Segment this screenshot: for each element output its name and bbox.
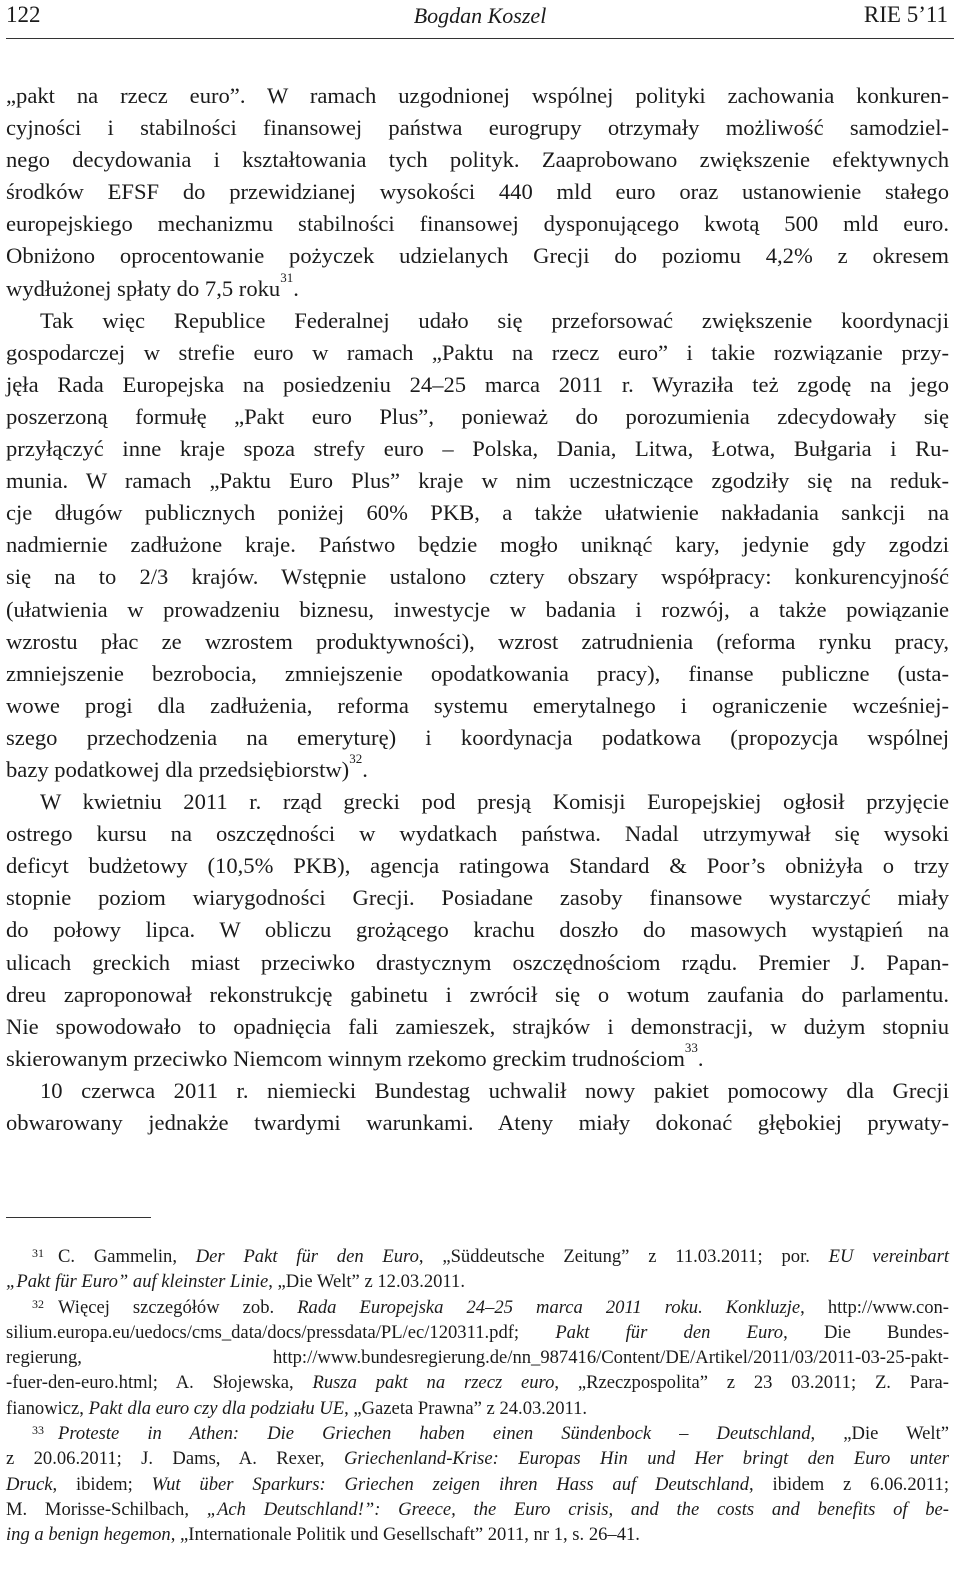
note-text: , ibidem; xyxy=(52,1473,152,1495)
text-line: Tak więc Republice Federalnej udało się przeforsować zwiększenie koordynacji xyxy=(40,307,949,333)
text-line: cyjności i stabilności finansowej państwa eurogrupy otrzymały możliwość samodziel- xyxy=(6,115,949,141)
footnote-ref[interactable]: 33 xyxy=(684,1039,698,1055)
text-line: munia. W ramach „Paktu Euro Plus” kraje w nim uczestniczące zgodziły się na reduk- xyxy=(6,468,949,494)
text-line: poszerzoną formułę „Pakt euro Plus”, ponieważ do porozumienia zdecydowały się xyxy=(6,403,949,429)
text-line: gospodarczej w strefie euro w ramach „Paktu na rzecz euro” i takie rozwiązanie przy- xyxy=(6,339,949,365)
page-number: 122 xyxy=(6,2,41,27)
text-line: wowe progi dla zadłużenia, reforma systemu emerytalnego i ograniczenie wcześniej- xyxy=(6,692,949,718)
text-line: zmniejszenie bezrobocia, zmniejszenie opodatkowania pracy), finanse publiczne (usta- xyxy=(6,660,949,686)
footnote-32-line xyxy=(6,1295,949,1320)
text-line: wydłużonej spłaty do 7,5 roku$^{31}$. xyxy=(6,269,299,301)
note-text: , „Gazeta Prawna” z 24.03.2011. xyxy=(344,1397,588,1419)
text-line: Obniżono oprocentowanie pożyczek udzielanych Grecji do poziomu 4,2% z okresem xyxy=(6,243,949,269)
footnote-32-line xyxy=(6,1396,949,1421)
note-text: , „Internationale Politik und Gesellschaft” 2011, nr 1, s. 26–41. xyxy=(170,1524,640,1546)
main-text xyxy=(6,80,949,1139)
text-line: dreu zaproponował rekonstrukcję gabinetu i zwrócił się o wotum zaufania do parlamentu. xyxy=(6,981,949,1007)
note-text: , „Die Welt” xyxy=(810,1423,949,1445)
text-line: W kwietniu 2011 r. rząd grecki pod presją Komisji Europejskiej ogłosił przyjęcie xyxy=(40,789,949,815)
footnote-31-line xyxy=(6,1244,949,1269)
header-rule xyxy=(6,38,954,39)
note-text: fianowicz, xyxy=(6,1397,89,1419)
footnote-33-line xyxy=(6,1421,949,1446)
note-title: „Ach Deutschland!”: Greece, the Euro crisis, and the costs and benefits of be- xyxy=(206,1498,950,1520)
text-line: (ułatwienia w prowadzeniu biznesu, inwestycje w badania i rozwój, a także powiązanie xyxy=(6,596,949,622)
text-line: ostrego kursu na oszczędności w wydatkach państwa. Nadal utrzymywał się wysoki xyxy=(6,821,949,847)
text-line: nadmiernie zadłużone kraje. Państwo będzie mogło uniknąć kary, jedynie gdy zgodzi xyxy=(6,532,949,558)
text-line: obwarowany jednakże twardymi warunkami. Ateny miały dokonać głębokiej prywaty- xyxy=(6,1110,949,1135)
note-text: , „Die Welt” z 12.03.2011. xyxy=(268,1271,465,1293)
note-title: Pakt dla euro czy dla podziału UE xyxy=(88,1397,345,1419)
text-line: „pakt na rzecz euro”. W ramach uzgodnionej wspólnej polityki zachowania konkuren- xyxy=(6,83,949,108)
note-text: C. Gammelin, xyxy=(58,1246,196,1267)
note-text: M. Morisse-Schilbach, xyxy=(6,1498,207,1520)
text-line: przyłączyć inne kraje spoza strefy euro – Polska, Dania, Litwa, Łotwa, Bułgaria i Ru- xyxy=(6,436,949,462)
note-text: Więcej szczegółów zob. xyxy=(58,1296,298,1318)
note-title: Rusza pakt na rzecz euro xyxy=(312,1372,555,1394)
footnote-ref[interactable]: 31 xyxy=(280,269,294,285)
footnote-ref[interactable]: 32 xyxy=(349,750,363,766)
footnote-33-line xyxy=(6,1497,949,1522)
note-link[interactable]: silium.europa.eu/uedocs/cms_data/docs/pressdata/PL/ec/120311.pdf; xyxy=(6,1321,556,1343)
text-line: szego przechodzenia na emeryturę) i koordynacja podatkowa (propozycja wspólnej xyxy=(6,724,949,750)
text-line: stopnie poziom wiarygodności Grecji. Posiadane zasoby finansowe wystarczyć miały xyxy=(6,885,949,911)
text-line: skierowanym przeciwko Niemcom winnym rzekomo greckim trudnościom$^{33}$. xyxy=(6,1039,704,1071)
footnote-number: 31 xyxy=(32,1246,44,1260)
text-line: ulicach greckich miast przeciwko drastycznym oszczędnościom rządu. Premier J. Papan- xyxy=(6,949,949,975)
note-text: , „Süddeutsche Zeitung” z 11.03.2011; por. xyxy=(418,1246,829,1267)
footnote-number: 32 xyxy=(32,1296,44,1311)
text-line: jęła Rada Europejska na posiedzeniu 24–25 marca 2011 r. Wyraziła też zgodę na jego xyxy=(6,371,949,397)
text-line: Nie spowodowało to opadnięcia fali zamieszek, strajków i demonstracji, w dużym stopniu xyxy=(6,1013,949,1039)
text-line: bazy podatkowej dla przedsiębiorstw)$^{32}$. xyxy=(6,750,368,782)
note-title: Proteste in Athen: Die Griechen haben einen Sündenbock – Deutschland xyxy=(58,1423,811,1445)
line-text: skierowanym przeciwko Niemcom winnym rzekomo greckim trudnościom xyxy=(6,1045,685,1071)
note-text: , ibidem z 6.06.2011; xyxy=(749,1473,949,1495)
footnote-number: 33 xyxy=(32,1423,44,1438)
note-link[interactable]: -fuer-den-euro.html; A. Słojewska, xyxy=(6,1372,313,1394)
text-line: środków EFSF do przewidzianej wysokości 440 mld euro oraz ustanowienie stałego xyxy=(6,179,949,205)
text-line: do połowy lipca. W obliczu grożącego krachu doszło do masowych wystąpień na xyxy=(6,917,949,943)
note-title: ing a benign hegemon xyxy=(6,1524,171,1546)
running-head-author: Bogdan Koszel xyxy=(413,3,547,28)
footnotes xyxy=(6,1244,949,1548)
note-text: z 20.06.2011; J. Dams, A. Rexer, xyxy=(6,1448,344,1470)
text-line: 10 czerwca 2011 r. niemiecki Bundestag uchwalił nowy pakiet pomocowy dla Grecji xyxy=(40,1077,949,1103)
note-title: EU vereinbart xyxy=(828,1246,949,1267)
text-line: się na to 2/3 krajów. Wstępnie ustalono cztery obszary współpracy: konkurencyjność xyxy=(6,564,949,590)
text-line: cje długów publicznych poniżej 60% PKB, a także ułatwienie nakładania sankcji na xyxy=(6,500,949,526)
text-line: wzrostu płac ze wzrostem produktywności), wzrost zatrudnienia (reforma rynku pracy, xyxy=(6,628,949,654)
note-title: Druck xyxy=(6,1473,53,1495)
note-title: Rada Europejska 24–25 marca 2011 roku. Konkluzje xyxy=(297,1296,801,1318)
note-text: , Die Bundes- xyxy=(783,1321,950,1343)
footnote-31-line xyxy=(6,1269,949,1294)
note-title: Griechenland-Krise: Europas Hin und Her bringt den Euro unter xyxy=(343,1448,949,1470)
footnote-33-line xyxy=(6,1446,949,1471)
note-title: Wut über Sparkurs: Griechen zeigen ihren Hass auf Deutschland xyxy=(151,1473,750,1495)
note-title: „Pakt für Euro” auf kleinster Linie xyxy=(6,1271,269,1293)
line-text: wydłużonej spłaty do 7,5 roku xyxy=(6,275,281,301)
footnote-32-line xyxy=(6,1370,949,1395)
footnote-separator xyxy=(6,1217,151,1218)
note-title: Der Pakt für den Euro xyxy=(195,1246,419,1267)
text-line: europejskiego mechanizmu stabilności finansowej dysponującego kwotą 500 mld euro. xyxy=(6,211,949,237)
note-link[interactable]: , http://www.con- xyxy=(800,1296,950,1318)
running-head-journal: RIE 5’11 xyxy=(863,2,948,27)
note-text: , „Rzeczpospolita” z 23 03.2011; Z. Para- xyxy=(554,1372,949,1394)
line-text: bazy podatkowej dla przedsiębiorstw) xyxy=(6,756,350,782)
text-line: deficyt budżetowy (10,5% PKB), agencja ratingowa Standard & Poor’s obniżyła o trzy xyxy=(6,853,949,879)
footnote-32-line xyxy=(6,1320,949,1345)
footnote-32-line[interactable]: regierung, http://www.bundesregierung.de/nn_987416/Content/DE/Artikel/2011/03/2011-03-25-pakt- xyxy=(6,1347,949,1369)
running-header xyxy=(0,0,960,40)
footnote-33-line xyxy=(6,1522,949,1547)
text-line: nego decydowania i kształtowania tych polityk. Zaaprobowano zwiększenie efektywnych xyxy=(6,147,949,173)
note-title: Pakt für den Euro xyxy=(555,1321,784,1343)
footnote-33-line xyxy=(6,1472,949,1497)
